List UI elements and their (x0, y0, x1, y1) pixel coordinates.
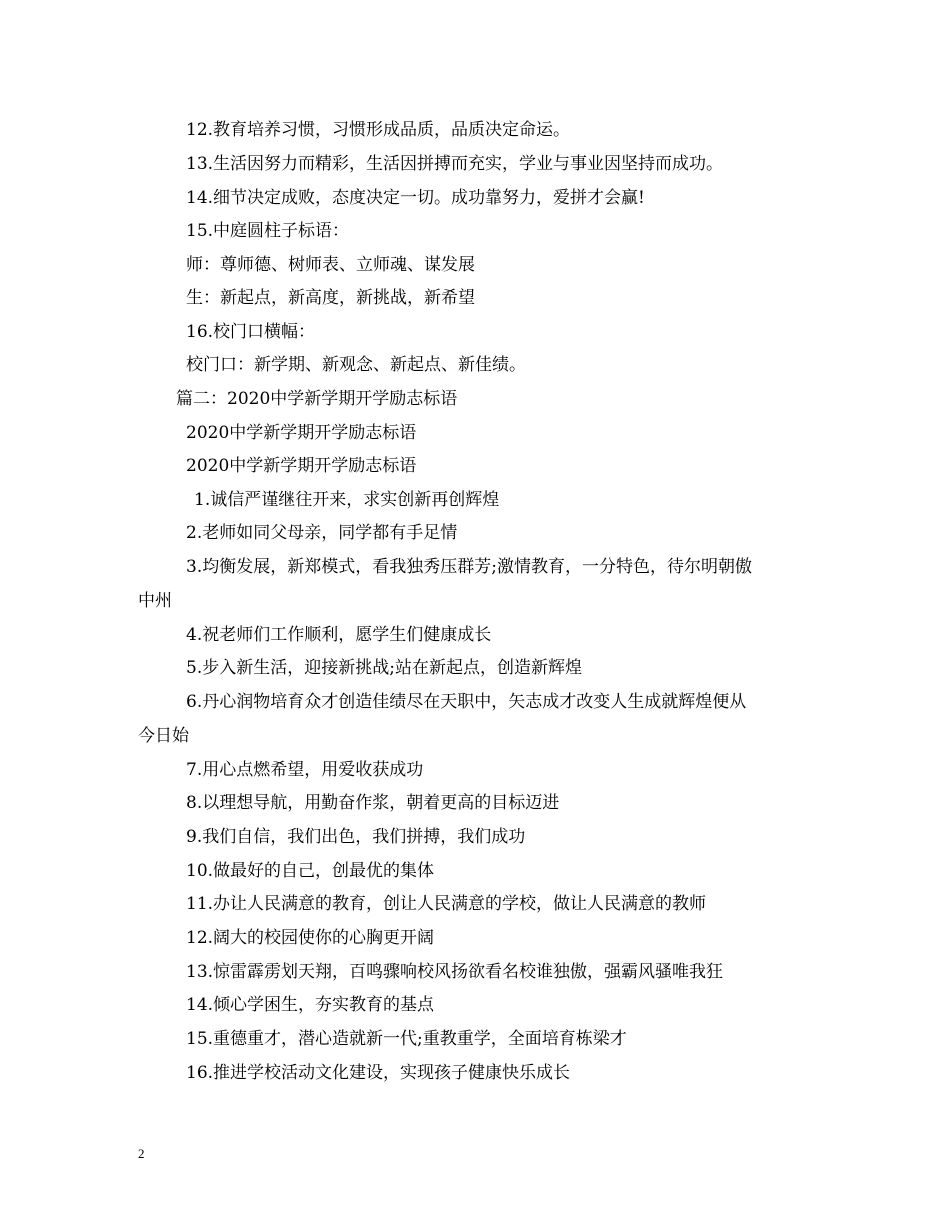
text-line: 2.老师如同父母亲，同学都有手足情 (186, 523, 458, 543)
section-heading: 篇二：2020中学新学期开学励志标语 (176, 389, 458, 409)
text-line: 7.用心点燃希望，用爱收获成功 (186, 760, 424, 780)
text-line: 10.做最好的自己，创最优的集体 (186, 861, 435, 881)
page-number: 2 (138, 1146, 145, 1161)
text-line: 6.丹心润物培育众才创造佳绩尽在天职中，矢志成才改变人生成就辉煌便从 (186, 692, 747, 712)
text-line: 1.诚信严谨继往开来，求实创新再创辉煌 (194, 490, 500, 510)
text-line: 11.办让人民满意的教育，创让人民满意的学校，做让人民满意的教师 (186, 894, 707, 914)
text-line: 12.教育培养习惯，习惯形成品质，品质决定命运。 (186, 120, 571, 140)
text-line: 校门口：新学期、新观念、新起点、新佳绩。 (186, 355, 526, 375)
section-subtitle: 2020中学新学期开学励志标语 (186, 456, 417, 476)
text-line: 3.均衡发展，新郑模式，看我独秀压群芳;激情教育，一分特色，待尔明朝傲 (186, 557, 752, 577)
text-line: 16.推进学校活动文化建设，实现孩子健康快乐成长 (186, 1063, 571, 1083)
section-subtitle: 2020中学新学期开学励志标语 (186, 423, 417, 443)
text-line: 中州 (138, 591, 172, 611)
text-line: 14.细节决定成败，态度决定一切。成功靠努力，爱拼才会赢! (186, 188, 645, 208)
text-line: 13.惊雷霹雳划天翔，百鸣骤响校风扬欲看名校谁独傲，强霸风骚唯我狂 (186, 962, 724, 982)
text-line: 16.校门口横幅： (186, 322, 316, 342)
text-line: 9.我们自信，我们出色，我们拼搏，我们成功 (186, 827, 526, 847)
text-line: 12.阔大的校园使你的心胸更开阔 (186, 928, 435, 948)
text-line: 15.中庭圆柱子标语： (186, 221, 350, 241)
text-line: 15.重德重才，潜心造就新一代;重教重学，全面培育栋梁才 (186, 1029, 627, 1049)
text-line: 8.以理想导航，用勤奋作浆，朝着更高的目标迈进 (186, 793, 560, 813)
text-line: 今日始 (138, 726, 189, 746)
text-line: 13.生活因努力而精彩，生活因拼搏而充实，学业与事业因坚持而成功。 (186, 154, 724, 174)
text-line: 生：新起点，新高度，新挑战，新希望 (186, 288, 475, 308)
text-line: 14.倾心学困生，夯实教育的基点 (186, 995, 435, 1015)
text-line: 师：尊师德、树师表、立师魂、谋发展 (186, 255, 475, 275)
text-line: 5.步入新生活，迎接新挑战;站在新起点，创造新辉煌 (186, 658, 582, 678)
text-line: 4.祝老师们工作顺利，愿学生们健康成长 (186, 625, 492, 645)
